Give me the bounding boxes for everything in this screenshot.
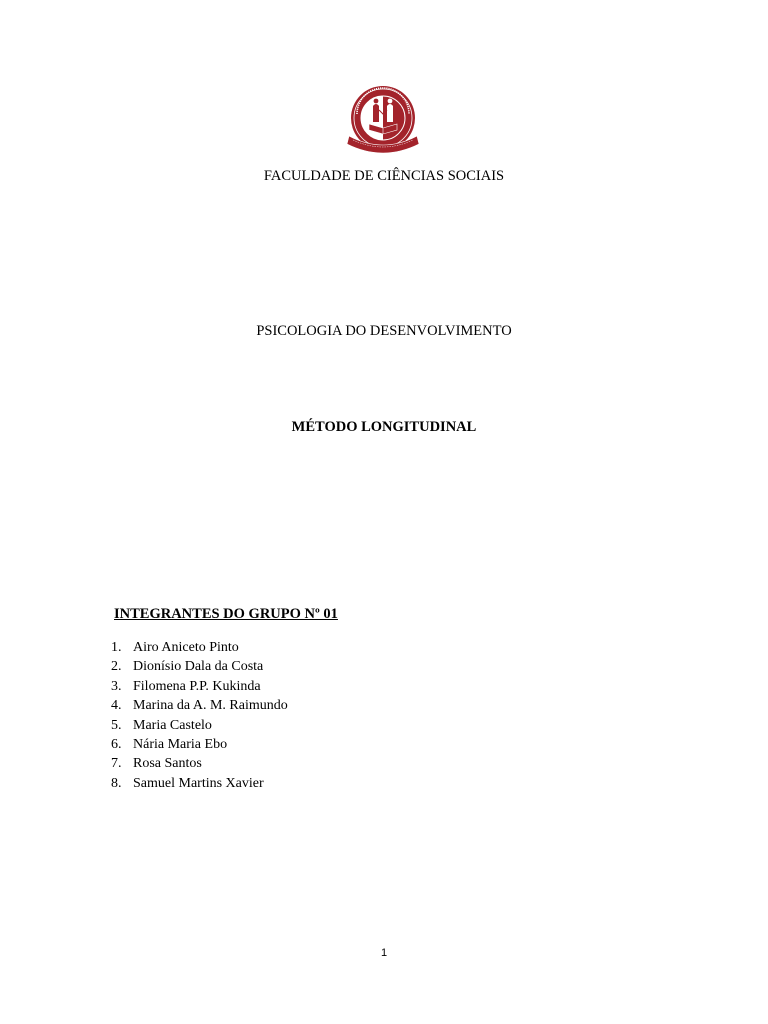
list-item	[111, 696, 288, 715]
course-title: PSICOLOGIA DO DESENVOLVIMENTO	[256, 323, 512, 339]
member-name: Filomena P.P. Kukinda	[133, 678, 261, 694]
list-item-number: 6.	[111, 736, 122, 752]
member-name: Rosa Santos	[133, 756, 202, 772]
list-item-number: 1.	[111, 640, 122, 655]
faculty-name: FACULDADE DE CIÊNCIAS SOCIAIS	[263, 168, 505, 184]
group-heading: INTEGRANTES DO GRUPO Nº 01	[114, 606, 338, 622]
member-name: Maria Castelo	[133, 717, 212, 733]
university-seal-logo	[345, 84, 421, 156]
page-number: 1	[380, 947, 388, 959]
list-item-number: 8.	[111, 775, 122, 791]
list-item	[111, 754, 288, 773]
list-item	[111, 735, 288, 754]
member-name: Nária Maria Ebo	[133, 736, 228, 752]
list-item-number: 2.	[111, 659, 122, 675]
member-name: Airo Aniceto Pinto	[133, 640, 239, 655]
list-item	[111, 716, 288, 735]
member-name: Samuel Martins Xavier	[133, 775, 264, 791]
list-item	[111, 657, 288, 676]
list-item	[111, 677, 288, 696]
list-item-number: 3.	[111, 678, 122, 694]
list-item-number: 4.	[111, 698, 122, 714]
member-name: Dionísio Dala da Costa	[133, 659, 264, 675]
members-list	[111, 638, 288, 793]
list-item	[111, 774, 288, 793]
member-name: Marina da A. M. Raimundo	[133, 698, 288, 714]
topic-title: MÉTODO LONGITUDINAL	[291, 419, 477, 435]
list-item-number: 5.	[111, 717, 122, 733]
list-item	[111, 638, 288, 657]
list-item-number: 7.	[111, 756, 122, 772]
